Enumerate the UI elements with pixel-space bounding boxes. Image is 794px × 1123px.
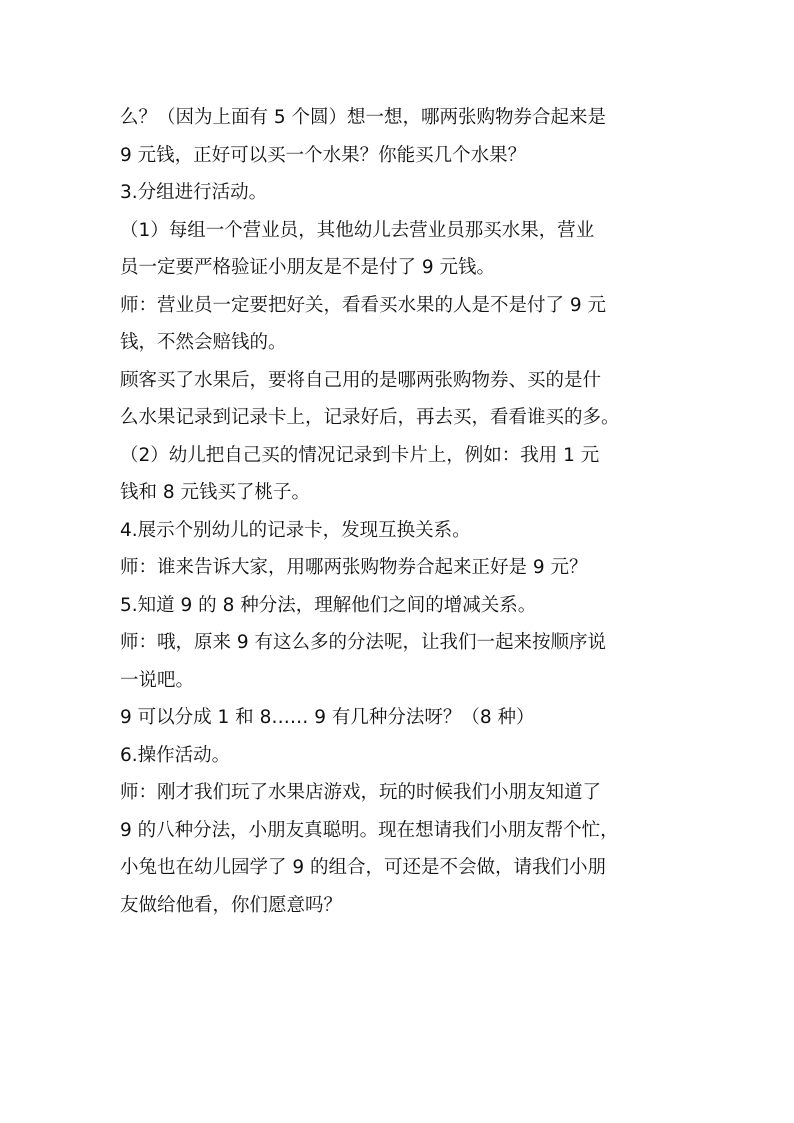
- text-line: 师：营业员一定要把好关，看看买水果的人是不是付了 9 元: [120, 294, 607, 316]
- text-line: （2）幼儿把自己买的情况记录到卡片上，例如：我用 1 元: [120, 444, 600, 466]
- text-line: 师：谁来告诉大家，用哪两张购物券合起来正好是 9 元？: [120, 557, 588, 578]
- section-heading: 4.展示个别幼儿的记录卡，发现互换关系。: [120, 519, 471, 541]
- text-line: 员一定要严格验证小朋友是不是付了 9 元钱。: [120, 257, 496, 278]
- text-line: 9 的八种分法，小朋友真聪明。现在想请我们小朋友帮个忙，: [120, 819, 619, 841]
- section-heading: 3.分组进行活动。: [120, 182, 268, 203]
- text-line: 9 元钱，正好可以买一个水果？你能买几个水果？: [120, 144, 527, 166]
- text-line: 一说吧。: [120, 669, 195, 691]
- text-line: 钱和 8 元钱买了桃子。: [120, 482, 311, 503]
- section-heading: 6.操作活动。: [120, 744, 231, 766]
- body-text: [120, 99, 680, 924]
- text-line: 师：哦，原来 9 有这么多的分法呢，让我们一起来按顺序说: [120, 632, 607, 653]
- text-line: 钱，不然会赔钱的。: [120, 332, 287, 353]
- text-line: 么水果记录到记录卡上，记录好后，再去买，看看谁买的多。: [120, 407, 620, 428]
- section-heading: 5.知道 9 的 8 种分法，理解他们之间的增减关系。: [120, 594, 537, 616]
- text-line: 师：刚才我们玩了水果店游戏，玩的时候我们小朋友知道了: [120, 782, 602, 803]
- text-line: 顾客买了水果后，要将自己用的是哪两张购物券、买的是什: [120, 369, 602, 391]
- text-line: 友做给他看，你们愿意吗？: [120, 894, 343, 916]
- text-line: 9 可以分成 1 和 8…… 9 有几种分法呀？（8 种）: [120, 707, 535, 728]
- text-line: 小兔也在幼儿园学了 9 的组合，可还是不会做，请我们小朋: [120, 857, 607, 878]
- text-line: 么？（因为上面有 5 个圆）想一想，哪两张购物券合起来是: [120, 107, 607, 128]
- text-line: （1）每组一个营业员，其他幼儿去营业员那买水果，营业: [120, 219, 595, 241]
